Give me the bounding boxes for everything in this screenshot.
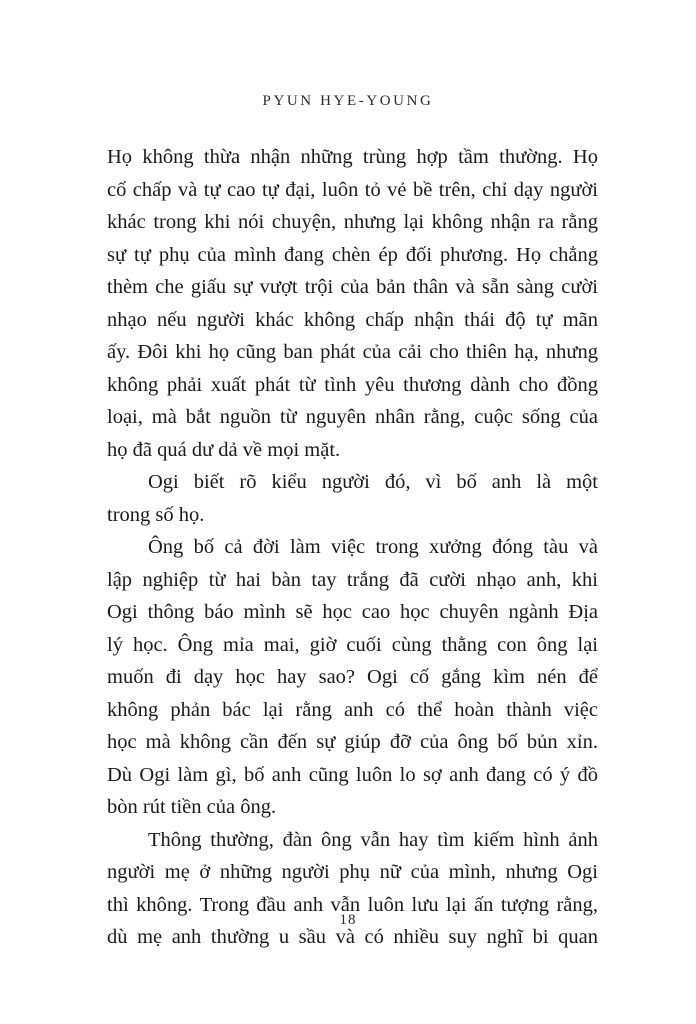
text-line: thèm che giấu sự vượt trội của bản thân và sẵn sàng cười — [107, 276, 598, 298]
text-line: họ đã quá dư dả về mọi mặt. — [107, 438, 341, 461]
text-line: sự tự phụ của mình đang chèn ép đối phương. Họ chẳng — [107, 243, 598, 266]
text-line: cố chấp và tự cao tự đại, luôn tỏ vẻ bề trên, chỉ dạy người — [107, 178, 598, 201]
text-line: người mẹ ở những người phụ nữ của mình, nhưng Ogi — [107, 861, 598, 883]
text-line: muốn đi dạy học hay sao? Ogi cố gắng kìm nén để — [107, 666, 598, 688]
text-line: nhạo nếu người khác không chấp nhận thái độ tự mãn — [107, 308, 598, 331]
text-line: khác trong khi nói chuyện, nhưng lại không nhận ra rằng — [107, 211, 598, 233]
text-line: không phản bác lại rằng anh có thể hoàn thành việc — [107, 698, 598, 721]
text-line: Ông bố cả đời làm việc trong xưởng đóng tàu và — [148, 536, 598, 558]
body-text — [107, 141, 598, 954]
text-line: lập nghiệp từ hai bàn tay trắng đã cười nhạo anh, khi — [107, 568, 598, 591]
text-line: Ogi thông báo mình sẽ học cao học chuyên ngành Địa — [107, 601, 598, 623]
running-head: PYUN HYE-YOUNG — [262, 93, 434, 109]
text-line: loại, mà bắt nguồn từ nguyên nhân rằng, cuộc sống của — [107, 406, 598, 428]
text-line: Dù Ogi làm gì, bố anh cũng luôn lo sợ anh đang có ý đồ — [107, 763, 598, 786]
text-line: Họ không thừa nhận những trùng hợp tầm thường. Họ — [107, 146, 598, 168]
text-line: Ogi biết rõ kiểu người đó, vì bố anh là một — [148, 471, 598, 493]
text-line: bòn rút tiền của ông. — [107, 796, 277, 818]
text-line: trong số họ. — [107, 503, 205, 526]
text-line: học mà không cần đến sự giúp đỡ của ông bố bủn xỉn. — [107, 731, 598, 753]
page-number: 18 — [339, 912, 357, 928]
text-line: lý học. Ông mỉa mai, giờ cuối cùng thằng con ông lại — [107, 633, 598, 656]
text-line: Thông thường, đàn ông vẫn hay tìm kiếm hình ảnh — [148, 828, 598, 851]
text-line: ấy. Đôi khi họ cũng ban phát của cải cho thiên hạ, nhưng — [107, 341, 598, 363]
text-line: thì không. Trong đầu anh vẫn luôn lưu lại ấn tượng rằng, — [107, 893, 598, 916]
text-line: không phải xuất phát từ tình yêu thương dành cho đồng — [107, 373, 598, 396]
text-line: dù mẹ anh thường u sầu và có nhiều suy nghĩ bi quan — [107, 926, 598, 948]
